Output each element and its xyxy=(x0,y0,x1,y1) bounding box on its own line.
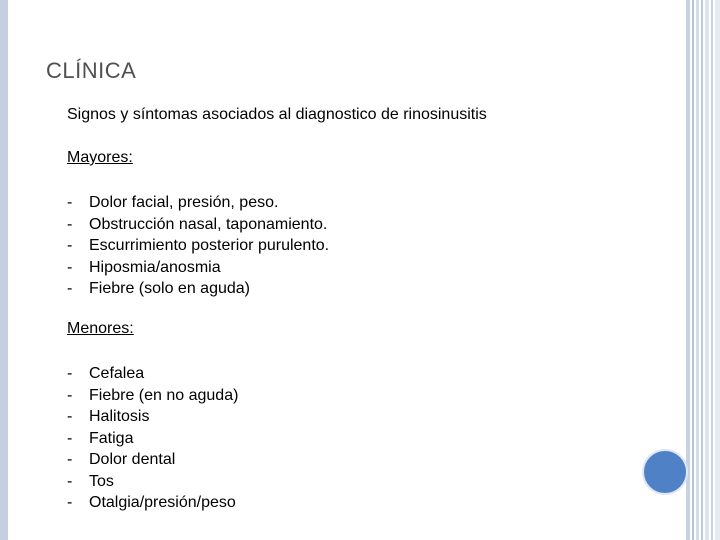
list-item: - Dolor dental xyxy=(67,449,238,471)
list-item: - Fiebre (solo en aguda) xyxy=(67,278,329,300)
list-item: - Fiebre (en no aguda) xyxy=(67,385,238,407)
bullet-dash: - xyxy=(67,194,73,211)
bullet-dash: - xyxy=(67,237,73,254)
list-item: - Obstrucción nasal, taponamiento. xyxy=(67,214,329,236)
list-item: - Tos xyxy=(67,471,238,493)
bullet-dash: - xyxy=(67,258,73,276)
bullet-dash: - xyxy=(67,386,73,404)
bullet-dash: - xyxy=(67,408,73,425)
mayores-label: Mayores: xyxy=(67,149,133,166)
bullet-dash: - xyxy=(67,451,73,468)
menores-list xyxy=(67,363,238,514)
bullet-dash: - xyxy=(67,280,73,297)
list-item: - Fatiga xyxy=(67,428,238,450)
left-border-decoration xyxy=(0,0,8,540)
list-item: - Otalgia/presión/peso xyxy=(67,492,238,514)
bullet-dash: - xyxy=(67,215,73,233)
menores-label: Menores: xyxy=(67,320,134,337)
mayores-list xyxy=(67,192,329,300)
list-item: - Hiposmia/anosmia xyxy=(67,257,329,279)
bullet-dash: - xyxy=(67,494,73,511)
decorative-circle xyxy=(642,449,688,495)
list-item: - Cefalea xyxy=(67,363,238,385)
bullet-dash: - xyxy=(67,429,73,447)
list-item: - Halitosis xyxy=(67,406,238,428)
list-item: - Dolor facial, presión, peso. xyxy=(67,192,329,214)
list-item: - Escurrimiento posterior purulento. xyxy=(67,235,329,257)
right-stripes-decoration xyxy=(686,0,720,540)
bullet-dash: - xyxy=(67,365,73,382)
slide-subtitle: Signos y síntomas asociados al diagnostico de rinosinusitis xyxy=(67,106,487,123)
slide-title: CLÍNICA xyxy=(46,58,137,83)
bullet-dash: - xyxy=(67,472,73,490)
